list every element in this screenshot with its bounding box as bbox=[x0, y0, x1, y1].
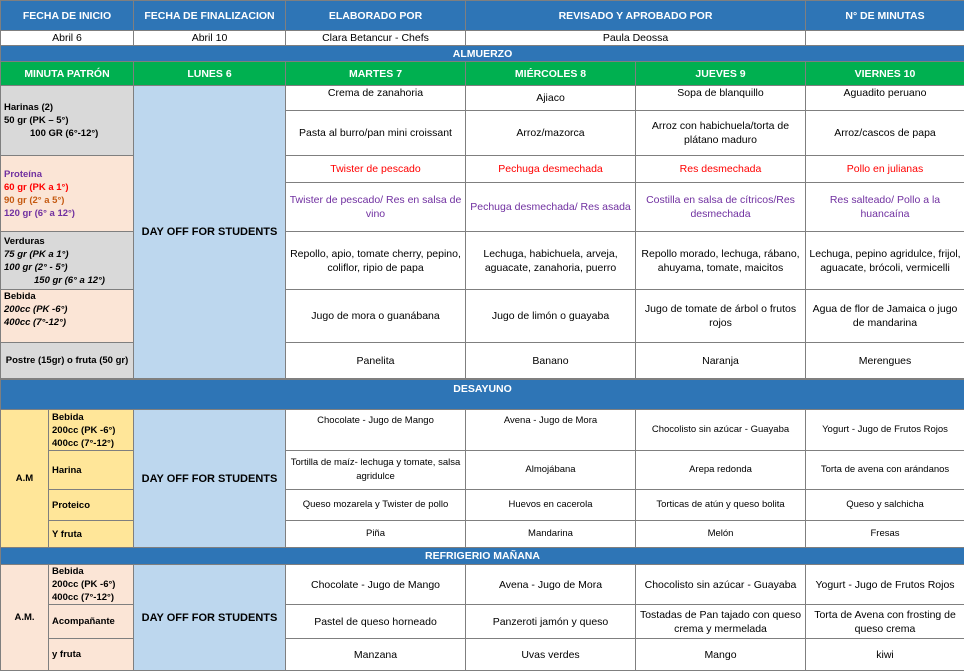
section-title-almuerzo: ALMUERZO bbox=[1, 46, 964, 62]
postre-label: Postre (15gr) o fruta (50 gr) bbox=[1, 343, 134, 379]
desayuno-harina-martes: Tortilla de maíz- lechuga y tomate, salsa agridulce bbox=[286, 451, 466, 490]
almuerzo-proteina-viernes: Pollo en julianas bbox=[806, 156, 964, 183]
col-martes: MARTES 7 bbox=[286, 62, 466, 86]
almuerzo-principio-miercoles: Arroz/mazorca bbox=[466, 111, 636, 156]
value-approved-by: Paula Deossa bbox=[466, 31, 806, 46]
almuerzo-sopa-martes: Crema de zanahoria bbox=[286, 86, 466, 111]
desayuno-proteico-jueves: Torticas de atún y queso bolita bbox=[636, 490, 806, 521]
refrigerio-acompanante-jueves: Tostadas de Pan tajado con queso crema y mermelada bbox=[636, 605, 806, 639]
refrigerio-bebida-jueves: Chocolisto sin azúcar - Guayaba bbox=[636, 565, 806, 605]
almuerzo-bebida-viernes: Agua de flor de Jamaica o jugo de mandarina bbox=[806, 290, 964, 343]
value-start-date: Abril 6 bbox=[1, 31, 134, 46]
section-title-refrigerio: REFRIGERIO MAÑANA bbox=[1, 548, 964, 565]
almuerzo-proteina-jueves: Res desmechada bbox=[636, 156, 806, 183]
refrigerio-acompanante-miercoles: Panzeroti jamón y queso bbox=[466, 605, 636, 639]
desayuno-table bbox=[0, 379, 964, 671]
refrigerio-group-label: A.M. bbox=[1, 565, 49, 671]
col-viernes: VIERNES 10 bbox=[806, 62, 964, 86]
almuerzo-postre-martes: Panelita bbox=[286, 343, 466, 379]
almuerzo-columns-row bbox=[1, 62, 964, 86]
col-jueves: JUEVES 9 bbox=[636, 62, 806, 86]
almuerzo-sopa-viernes: Aguadito peruano bbox=[806, 86, 964, 111]
almuerzo-principio-martes: Pasta al burro/pan mini croissant bbox=[286, 111, 466, 156]
desayuno-harina-jueves: Arepa redonda bbox=[636, 451, 806, 490]
label-end-date: FECHA DE FINALIZACION bbox=[134, 1, 286, 31]
desayuno-fruta-miercoles: Mandarina bbox=[466, 521, 636, 548]
almuerzo-proteina-martes: Twister de pescado bbox=[286, 156, 466, 183]
proteina-label: Proteína 60 gr (PK a 1°) 90 gr (2° a 5°) 120 gr (6° a 12°) bbox=[1, 156, 134, 232]
desayuno-bebida-martes: Chocolate - Jugo de Mango bbox=[286, 410, 466, 451]
harinas-label: Harinas (2) 50 gr (PK – 5°) 100 GR (6°-12°) bbox=[1, 86, 134, 156]
almuerzo-verduras-viernes: Lechuga, pepino agridulce, frijol, aguacate, brócoli, vermicelli bbox=[806, 232, 964, 290]
verduras-label: Verduras 75 gr (PK a 1°) 100 gr (2° - 5°) 150 gr (6° a 12°) bbox=[1, 232, 134, 290]
table-row bbox=[1, 86, 964, 111]
desayuno-fruta-label: Y fruta bbox=[49, 521, 134, 548]
label-prepared-by: ELABORADO POR bbox=[286, 1, 466, 31]
value-end-date: Abril 10 bbox=[134, 31, 286, 46]
table-row bbox=[1, 565, 964, 605]
almuerzo-principio-jueves: Arroz con habichuela/torta de plátano maduro bbox=[636, 111, 806, 156]
refrigerio-bebida-viernes: Yogurt - Jugo de Frutos Rojos bbox=[806, 565, 964, 605]
value-prepared-by: Clara Betancur - Chefs bbox=[286, 31, 466, 46]
almuerzo-postre-miercoles: Banano bbox=[466, 343, 636, 379]
col-miercoles: MIÉRCOLES 8 bbox=[466, 62, 636, 86]
label-menu-number: N° DE MINUTAS bbox=[806, 1, 964, 31]
desayuno-day-off: DAY OFF FOR STUDENTS bbox=[134, 410, 286, 548]
almuerzo-proteina2-miercoles: Pechuga desmechada/ Res asada bbox=[466, 183, 636, 232]
desayuno-bebida-label: Bebida 200cc (PK -6°) 400cc (7°-12°) bbox=[49, 410, 134, 451]
almuerzo-proteina2-viernes: Res salteado/ Pollo a la huancaína bbox=[806, 183, 964, 232]
refrigerio-fruta-label: y fruta bbox=[49, 639, 134, 671]
col-lunes: LUNES 6 bbox=[134, 62, 286, 86]
desayuno-fruta-viernes: Fresas bbox=[806, 521, 964, 548]
almuerzo-proteina-miercoles: Pechuga desmechada bbox=[466, 156, 636, 183]
refrigerio-bebida-label: Bebida 200cc (PK -6°) 400cc (7°-12°) bbox=[49, 565, 134, 605]
label-approved-by: REVISADO Y APROBADO POR bbox=[466, 1, 806, 31]
desayuno-bebida-jueves: Chocolisto sin azúcar - Guayaba bbox=[636, 410, 806, 451]
label-start-date: FECHA DE INICIO bbox=[1, 1, 134, 31]
value-menu-number bbox=[806, 31, 964, 46]
almuerzo-proteina2-jueves: Costilla en salsa de cítricos/Res desmechada bbox=[636, 183, 806, 232]
desayuno-harina-miercoles: Almojábana bbox=[466, 451, 636, 490]
almuerzo-principio-viernes: Arroz/cascos de papa bbox=[806, 111, 964, 156]
col-minuta-patron: MINUTA PATRÓN bbox=[1, 62, 134, 86]
refrigerio-day-off: DAY OFF FOR STUDENTS bbox=[134, 565, 286, 671]
almuerzo-verduras-jueves: Repollo morado, lechuga, rábano, ahuyama, tomate, maicitos bbox=[636, 232, 806, 290]
bebida-label: Bebida 200cc (PK -6°) 400cc (7°-12°) bbox=[1, 290, 134, 343]
desayuno-bebida-viernes: Yogurt - Jugo de Frutos Rojos bbox=[806, 410, 964, 451]
desayuno-harina-label: Harina bbox=[49, 451, 134, 490]
desayuno-proteico-miercoles: Huevos en cacerola bbox=[466, 490, 636, 521]
almuerzo-bebida-jueves: Jugo de tomate de árbol o frutos rojos bbox=[636, 290, 806, 343]
desayuno-harina-viernes: Torta de avena con arándanos bbox=[806, 451, 964, 490]
refrigerio-acompanante-viernes: Torta de Avena con frosting de queso crema bbox=[806, 605, 964, 639]
refrigerio-fruta-martes: Manzana bbox=[286, 639, 466, 671]
desayuno-group-label: A.M bbox=[1, 410, 49, 548]
refrigerio-bebida-miercoles: Avena - Jugo de Mora bbox=[466, 565, 636, 605]
almuerzo-sopa-jueves: Sopa de blanquillo bbox=[636, 86, 806, 111]
almuerzo-verduras-martes: Repollo, apio, tomate cherry, pepino, coliflor, ripio de papa bbox=[286, 232, 466, 290]
refrigerio-fruta-viernes: kiwi bbox=[806, 639, 964, 671]
refrigerio-acompanante-martes: Pastel de queso horneado bbox=[286, 605, 466, 639]
refrigerio-bebida-martes: Chocolate - Jugo de Mango bbox=[286, 565, 466, 605]
almuerzo-day-off: DAY OFF FOR STUDENTS bbox=[134, 86, 286, 379]
almuerzo-postre-jueves: Naranja bbox=[636, 343, 806, 379]
desayuno-fruta-martes: Piña bbox=[286, 521, 466, 548]
almuerzo-sopa-miercoles: Ajiaco bbox=[466, 86, 636, 111]
desayuno-bebida-miercoles: Avena - Jugo de Mora bbox=[466, 410, 636, 451]
almuerzo-verduras-miercoles: Lechuga, habichuela, arveja, aguacate, zanahoria, puerro bbox=[466, 232, 636, 290]
desayuno-proteico-label: Proteico bbox=[49, 490, 134, 521]
refrigerio-fruta-jueves: Mango bbox=[636, 639, 806, 671]
table-row bbox=[1, 410, 964, 451]
almuerzo-bebida-martes: Jugo de mora o guanábana bbox=[286, 290, 466, 343]
almuerzo-proteina2-martes: Twister de pescado/ Res en salsa de vino bbox=[286, 183, 466, 232]
desayuno-fruta-jueves: Melón bbox=[636, 521, 806, 548]
refrigerio-acompanante-label: Acompañante bbox=[49, 605, 134, 639]
almuerzo-bebida-miercoles: Jugo de limón o guayaba bbox=[466, 290, 636, 343]
almuerzo-postre-viernes: Merengues bbox=[806, 343, 964, 379]
section-title-desayuno: DESAYUNO bbox=[1, 380, 964, 410]
header-values-row bbox=[1, 31, 964, 46]
desayuno-proteico-martes: Queso mozarela y Twister de pollo bbox=[286, 490, 466, 521]
desayuno-proteico-viernes: Queso y salchicha bbox=[806, 490, 964, 521]
refrigerio-fruta-miercoles: Uvas verdes bbox=[466, 639, 636, 671]
header-labels-row bbox=[1, 1, 964, 31]
